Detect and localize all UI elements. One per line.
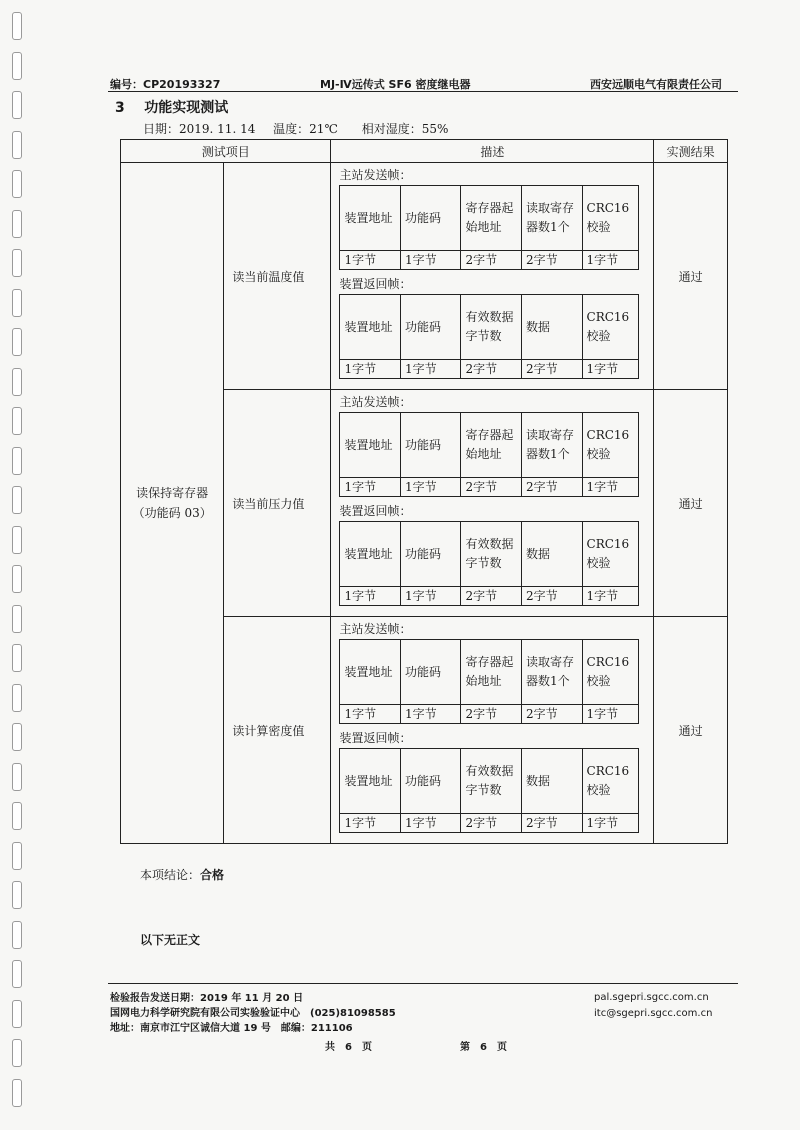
binder-hole bbox=[12, 91, 22, 119]
frame-field-size: 1字节 bbox=[400, 360, 461, 379]
company-name: 西安远顺电气有限责任公司 bbox=[590, 78, 722, 91]
device-return-frame-table bbox=[339, 748, 639, 833]
binder-hole bbox=[12, 1000, 22, 1028]
frame-field-size: 2字节 bbox=[522, 478, 583, 497]
master-send-frame bbox=[339, 621, 645, 724]
binder-hole bbox=[12, 526, 22, 554]
conclusion bbox=[140, 866, 224, 883]
binder-hole bbox=[12, 723, 22, 751]
conclusion-label: 本项结论： bbox=[140, 868, 201, 882]
binder-hole bbox=[12, 407, 22, 435]
frame-field-name: 装置地址 bbox=[340, 413, 401, 478]
master-send-frame-table bbox=[339, 185, 639, 270]
frame-field-size: 2字节 bbox=[461, 814, 522, 833]
frame-field-name: CRC16校验 bbox=[582, 413, 639, 478]
footer-address: 地址：南京市江宁区诚信大道 19 号 邮编：211106 bbox=[110, 1023, 353, 1034]
frame-field-name: 装置地址 bbox=[340, 749, 401, 814]
footer-lab: 国网电力科学研究院有限公司实验验证中心 (025)81098585 bbox=[110, 1008, 396, 1019]
binder-hole bbox=[12, 763, 22, 791]
device-return-frame-table bbox=[339, 294, 639, 379]
frame-field-size: 1字节 bbox=[340, 705, 401, 724]
binder-hole bbox=[12, 802, 22, 830]
function-test-table bbox=[120, 139, 728, 844]
frame-field-name: 装置地址 bbox=[340, 522, 401, 587]
table-row bbox=[121, 163, 728, 390]
frame-field-size: 2字节 bbox=[522, 814, 583, 833]
frame-field-name: CRC16校验 bbox=[582, 186, 639, 251]
master-send-frame-label: 主站发送帧： bbox=[339, 395, 412, 409]
frame-field-name: 读取寄存器数1个 bbox=[522, 186, 583, 251]
binder-hole bbox=[12, 12, 22, 40]
binder-hole bbox=[12, 960, 22, 988]
footer-total-pages: 共 6 页 bbox=[325, 1042, 372, 1053]
frame-field-name: 功能码 bbox=[400, 749, 461, 814]
sub-test-item: 读当前温度值 bbox=[224, 163, 331, 390]
binder-hole bbox=[12, 565, 22, 593]
binder-hole bbox=[12, 1079, 22, 1107]
frame-field-size: 1字节 bbox=[582, 814, 639, 833]
device-return-frame bbox=[339, 730, 645, 833]
report-number: 编号：CP20193327 bbox=[110, 78, 221, 91]
frame-field-name: 数据 bbox=[522, 522, 583, 587]
section-title-text: 功能实现测试 bbox=[144, 100, 229, 116]
frame-field-size: 2字节 bbox=[461, 587, 522, 606]
binder-hole bbox=[12, 842, 22, 870]
binder-hole bbox=[12, 210, 22, 238]
frame-field-name: 寄存器起始地址 bbox=[461, 640, 522, 705]
sub-test-item: 读计算密度值 bbox=[224, 617, 331, 844]
col-header-item: 测试项目 bbox=[121, 140, 331, 163]
footer-web: pal.sgepri.sgcc.com.cn bbox=[594, 992, 709, 1003]
frame-field-size: 1字节 bbox=[340, 251, 401, 270]
binder-hole bbox=[12, 1039, 22, 1067]
section-title bbox=[115, 97, 228, 117]
test-humidity: 相对湿度：55% bbox=[361, 122, 449, 136]
frame-field-size: 2字节 bbox=[522, 587, 583, 606]
frame-field-size: 1字节 bbox=[340, 478, 401, 497]
frame-field-name: 装置地址 bbox=[340, 640, 401, 705]
main-test-item bbox=[121, 163, 224, 844]
device-return-frame-label: 装置返回帧： bbox=[339, 504, 412, 518]
master-send-frame bbox=[339, 394, 645, 497]
frame-field-name: 寄存器起始地址 bbox=[461, 186, 522, 251]
main-test-item-name: 读保持寄存器 bbox=[136, 486, 209, 500]
footer-page-number: 第 6 页 bbox=[460, 1042, 507, 1053]
frame-field-name: CRC16校验 bbox=[582, 522, 639, 587]
frame-field-name: 有效数据字节数 bbox=[461, 749, 522, 814]
frame-field-size: 2字节 bbox=[522, 251, 583, 270]
binder-hole bbox=[12, 684, 22, 712]
footer-rule bbox=[108, 983, 738, 984]
footer-email: itc@sgepri.sgcc.com.cn bbox=[594, 1008, 713, 1019]
section-number: 3 bbox=[115, 100, 125, 116]
device-return-frame bbox=[339, 503, 645, 606]
test-temperature: 温度：21℃ bbox=[273, 122, 338, 136]
frame-field-name: 读取寄存器数1个 bbox=[522, 413, 583, 478]
frame-field-size: 1字节 bbox=[400, 705, 461, 724]
binder-hole bbox=[12, 881, 22, 909]
frame-field-name: 功能码 bbox=[400, 295, 461, 360]
frame-field-size: 1字节 bbox=[340, 587, 401, 606]
test-result: 通过 bbox=[654, 390, 728, 617]
frame-field-size: 1字节 bbox=[340, 360, 401, 379]
binder-hole bbox=[12, 486, 22, 514]
test-date: 日期：2019. 11. 14 bbox=[143, 122, 256, 136]
frame-field-name: 有效数据字节数 bbox=[461, 522, 522, 587]
frame-field-size: 1字节 bbox=[582, 360, 639, 379]
frame-field-name: CRC16校验 bbox=[582, 749, 639, 814]
binder-hole bbox=[12, 249, 22, 277]
test-result: 通过 bbox=[654, 617, 728, 844]
binder-hole bbox=[12, 289, 22, 317]
frame-field-name: 寄存器起始地址 bbox=[461, 413, 522, 478]
frame-field-name: CRC16校验 bbox=[582, 295, 639, 360]
frame-field-size: 2字节 bbox=[522, 705, 583, 724]
frame-field-size: 2字节 bbox=[461, 251, 522, 270]
conclusion-value: 合格 bbox=[200, 868, 225, 882]
binder-hole bbox=[12, 921, 22, 949]
frame-field-name: 功能码 bbox=[400, 640, 461, 705]
frame-field-size: 1字节 bbox=[582, 587, 639, 606]
frame-field-name: 读取寄存器数1个 bbox=[522, 640, 583, 705]
frame-field-name: 功能码 bbox=[400, 186, 461, 251]
frame-field-size: 2字节 bbox=[461, 360, 522, 379]
frame-field-size: 1字节 bbox=[582, 478, 639, 497]
binder-hole bbox=[12, 368, 22, 396]
test-conditions bbox=[143, 120, 448, 137]
frame-field-name: 装置地址 bbox=[340, 186, 401, 251]
product-name: MJ-Ⅳ远传式 SF6 密度继电器 bbox=[320, 78, 471, 91]
frame-field-name: 数据 bbox=[522, 749, 583, 814]
test-description bbox=[331, 390, 654, 617]
frame-field-name: CRC16校验 bbox=[582, 640, 639, 705]
test-description bbox=[331, 617, 654, 844]
frame-field-size: 1字节 bbox=[400, 587, 461, 606]
col-header-desc: 描述 bbox=[331, 140, 654, 163]
frame-field-size: 1字节 bbox=[582, 705, 639, 724]
device-return-frame-label: 装置返回帧： bbox=[339, 731, 412, 745]
binder-hole bbox=[12, 328, 22, 356]
frame-field-name: 有效数据字节数 bbox=[461, 295, 522, 360]
master-send-frame-table bbox=[339, 639, 639, 724]
device-return-frame-table bbox=[339, 521, 639, 606]
test-description bbox=[331, 163, 654, 390]
test-result: 通过 bbox=[654, 163, 728, 390]
frame-field-name: 功能码 bbox=[400, 413, 461, 478]
end-note: 以下无正文 bbox=[140, 933, 201, 947]
frame-field-name: 数据 bbox=[522, 295, 583, 360]
frame-field-size: 2字节 bbox=[461, 478, 522, 497]
binder-hole bbox=[12, 605, 22, 633]
master-send-frame-label: 主站发送帧： bbox=[339, 622, 412, 636]
master-send-frame bbox=[339, 167, 645, 270]
frame-field-name: 装置地址 bbox=[340, 295, 401, 360]
frame-field-size: 1字节 bbox=[400, 814, 461, 833]
device-return-frame-label: 装置返回帧： bbox=[339, 277, 412, 291]
frame-field-size: 2字节 bbox=[522, 360, 583, 379]
binder-hole bbox=[12, 52, 22, 80]
binder-hole bbox=[12, 170, 22, 198]
frame-field-size: 1字节 bbox=[400, 251, 461, 270]
frame-field-size: 2字节 bbox=[461, 705, 522, 724]
footer-send-date: 检验报告发送日期：2019 年 11 月 20 日 bbox=[110, 993, 304, 1004]
frame-field-name: 功能码 bbox=[400, 522, 461, 587]
col-header-result: 实测结果 bbox=[654, 140, 728, 163]
header-rule bbox=[108, 91, 738, 92]
frame-field-size: 1字节 bbox=[400, 478, 461, 497]
master-send-frame-label: 主站发送帧： bbox=[339, 168, 412, 182]
master-send-frame-table bbox=[339, 412, 639, 497]
device-return-frame bbox=[339, 276, 645, 379]
binder-hole bbox=[12, 644, 22, 672]
binder-hole bbox=[12, 131, 22, 159]
sub-test-item: 读当前压力值 bbox=[224, 390, 331, 617]
frame-field-size: 1字节 bbox=[340, 814, 401, 833]
frame-field-size: 1字节 bbox=[582, 251, 639, 270]
binder-hole bbox=[12, 447, 22, 475]
main-test-item-code: （功能码 03） bbox=[132, 506, 212, 520]
